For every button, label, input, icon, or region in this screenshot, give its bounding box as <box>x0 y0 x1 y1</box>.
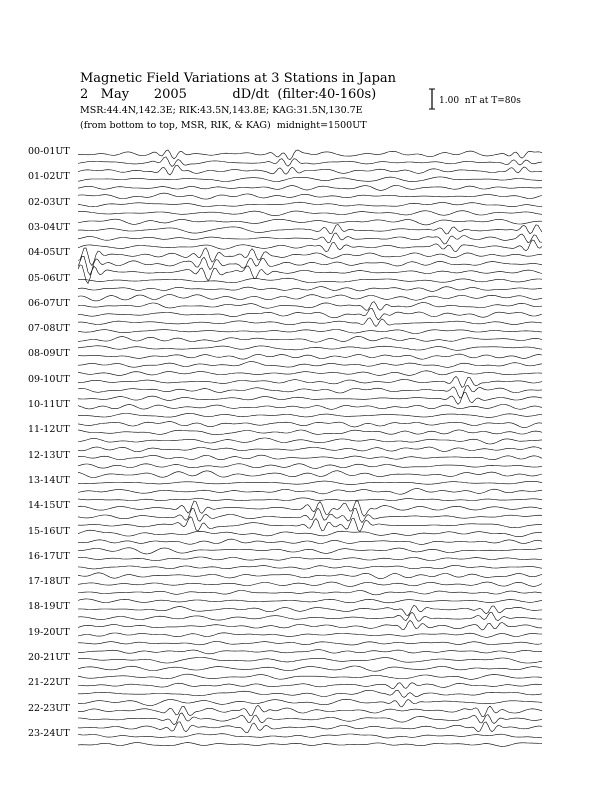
trace-line <box>78 308 542 319</box>
trace-line <box>78 455 542 460</box>
hour-label: 23-24UT <box>28 727 70 739</box>
hour-label: 19-20UT <box>28 626 70 638</box>
trace-line <box>78 256 542 275</box>
trace-line <box>78 683 542 689</box>
trace-line <box>78 633 542 638</box>
trace-line <box>78 743 542 747</box>
hour-label: 18-19UT <box>28 601 70 613</box>
hour-label: 22-23UT <box>28 702 70 714</box>
trace-line <box>78 240 542 252</box>
trace-line <box>78 157 542 167</box>
station-coordinates: MSR:44.4N,142.3E; RIK:43.5N,143.8E; KAG:31.5N,130.7E <box>80 105 363 116</box>
hour-label: 02-03UT <box>28 196 70 208</box>
trace-line <box>78 302 542 311</box>
trace-line <box>78 705 542 716</box>
chart-title: Magnetic Field Variations at 3 Stations in Japan <box>80 71 397 86</box>
date-filter-line: 2 May 2005 dD/dt (filter:40-160s) <box>80 87 377 102</box>
trace-line <box>78 278 542 283</box>
trace-line <box>78 295 542 301</box>
trace-line <box>78 557 542 561</box>
hour-label: 15-16UT <box>28 525 70 537</box>
trace-line <box>78 565 542 569</box>
hour-label: 01-02UT <box>28 171 70 183</box>
stacking-note: (from bottom to top, MSR, RIK, & KAG) midnight=1500UT <box>80 120 367 131</box>
trace-line <box>78 722 542 733</box>
trace-line <box>78 517 542 532</box>
trace-line <box>78 699 542 707</box>
hour-label: 05-06UT <box>28 272 70 284</box>
trace-line <box>78 185 542 190</box>
trace-line <box>78 413 542 417</box>
hour-label: 03-04UT <box>28 221 70 233</box>
trace-line <box>78 674 542 679</box>
trace-line <box>78 471 542 478</box>
trace-line <box>78 438 542 444</box>
trace-line <box>78 385 542 398</box>
trace-line <box>78 371 542 376</box>
trace-line <box>78 650 542 654</box>
hour-label: 07-08UT <box>28 323 70 335</box>
trace-line <box>78 362 542 368</box>
hour-label: 10-11UT <box>28 399 70 410</box>
trace-line <box>78 211 542 216</box>
trace-line <box>78 202 542 207</box>
trace-line <box>78 225 542 234</box>
hour-label: 17-18UT <box>28 576 70 588</box>
hour-label: 21-22UT <box>28 677 70 689</box>
trace-line <box>78 573 542 579</box>
hour-label: 12-13UT <box>28 449 70 461</box>
trace-line <box>78 376 542 387</box>
trace-line <box>78 641 542 645</box>
trace-line <box>78 489 542 495</box>
hour-label: 00-01UT <box>28 146 70 157</box>
trace-line <box>78 498 542 501</box>
trace-line <box>78 354 542 359</box>
trace-line <box>78 501 542 516</box>
trace-line <box>78 464 542 469</box>
scale-bar-icon <box>428 88 436 110</box>
trace-line <box>78 658 542 664</box>
trace-line <box>78 336 542 342</box>
magnetogram-plot <box>78 136 542 748</box>
trace-line <box>78 734 542 738</box>
trace-line <box>78 193 542 199</box>
trace-line <box>78 177 542 182</box>
hour-label: 08-09UT <box>28 348 70 360</box>
trace-line <box>78 393 542 405</box>
trace-line <box>78 233 542 244</box>
trace-line <box>78 530 542 537</box>
trace-line <box>78 582 542 586</box>
trace-line <box>78 150 542 160</box>
hour-label: 09-10UT <box>28 373 70 385</box>
hour-label: 20-21UT <box>28 652 70 663</box>
trace-line <box>78 481 542 484</box>
hour-label: 16-17UT <box>28 550 70 562</box>
hour-label: 04-05UT <box>28 247 70 259</box>
hour-row-labels <box>0 0 80 792</box>
trace-line <box>78 330 542 334</box>
trace-line <box>78 539 542 544</box>
trace-line <box>78 666 542 671</box>
trace-line <box>78 508 542 522</box>
trace-line <box>78 599 542 603</box>
trace-line <box>78 612 542 621</box>
trace-line <box>78 591 542 595</box>
trace-line <box>78 690 542 697</box>
trace-line <box>78 620 542 630</box>
trace-line <box>78 430 542 435</box>
hour-label: 06-07UT <box>28 297 70 309</box>
trace-line <box>78 318 542 327</box>
trace-line <box>78 548 542 554</box>
trace-line <box>78 447 542 452</box>
hour-label: 11-12UT <box>28 424 70 436</box>
trace-line <box>78 605 542 615</box>
trace-line <box>78 405 542 410</box>
trace-line <box>78 219 542 225</box>
scale-label: 1.00 nT at T=80s <box>439 96 521 106</box>
trace-line <box>78 713 542 725</box>
trace-line <box>78 346 542 351</box>
trace-line <box>78 287 542 292</box>
trace-line <box>78 422 542 428</box>
trace-line <box>78 165 542 175</box>
hour-label: 14-15UT <box>28 500 70 512</box>
hour-label: 13-14UT <box>28 474 70 486</box>
trace-line <box>78 248 542 266</box>
